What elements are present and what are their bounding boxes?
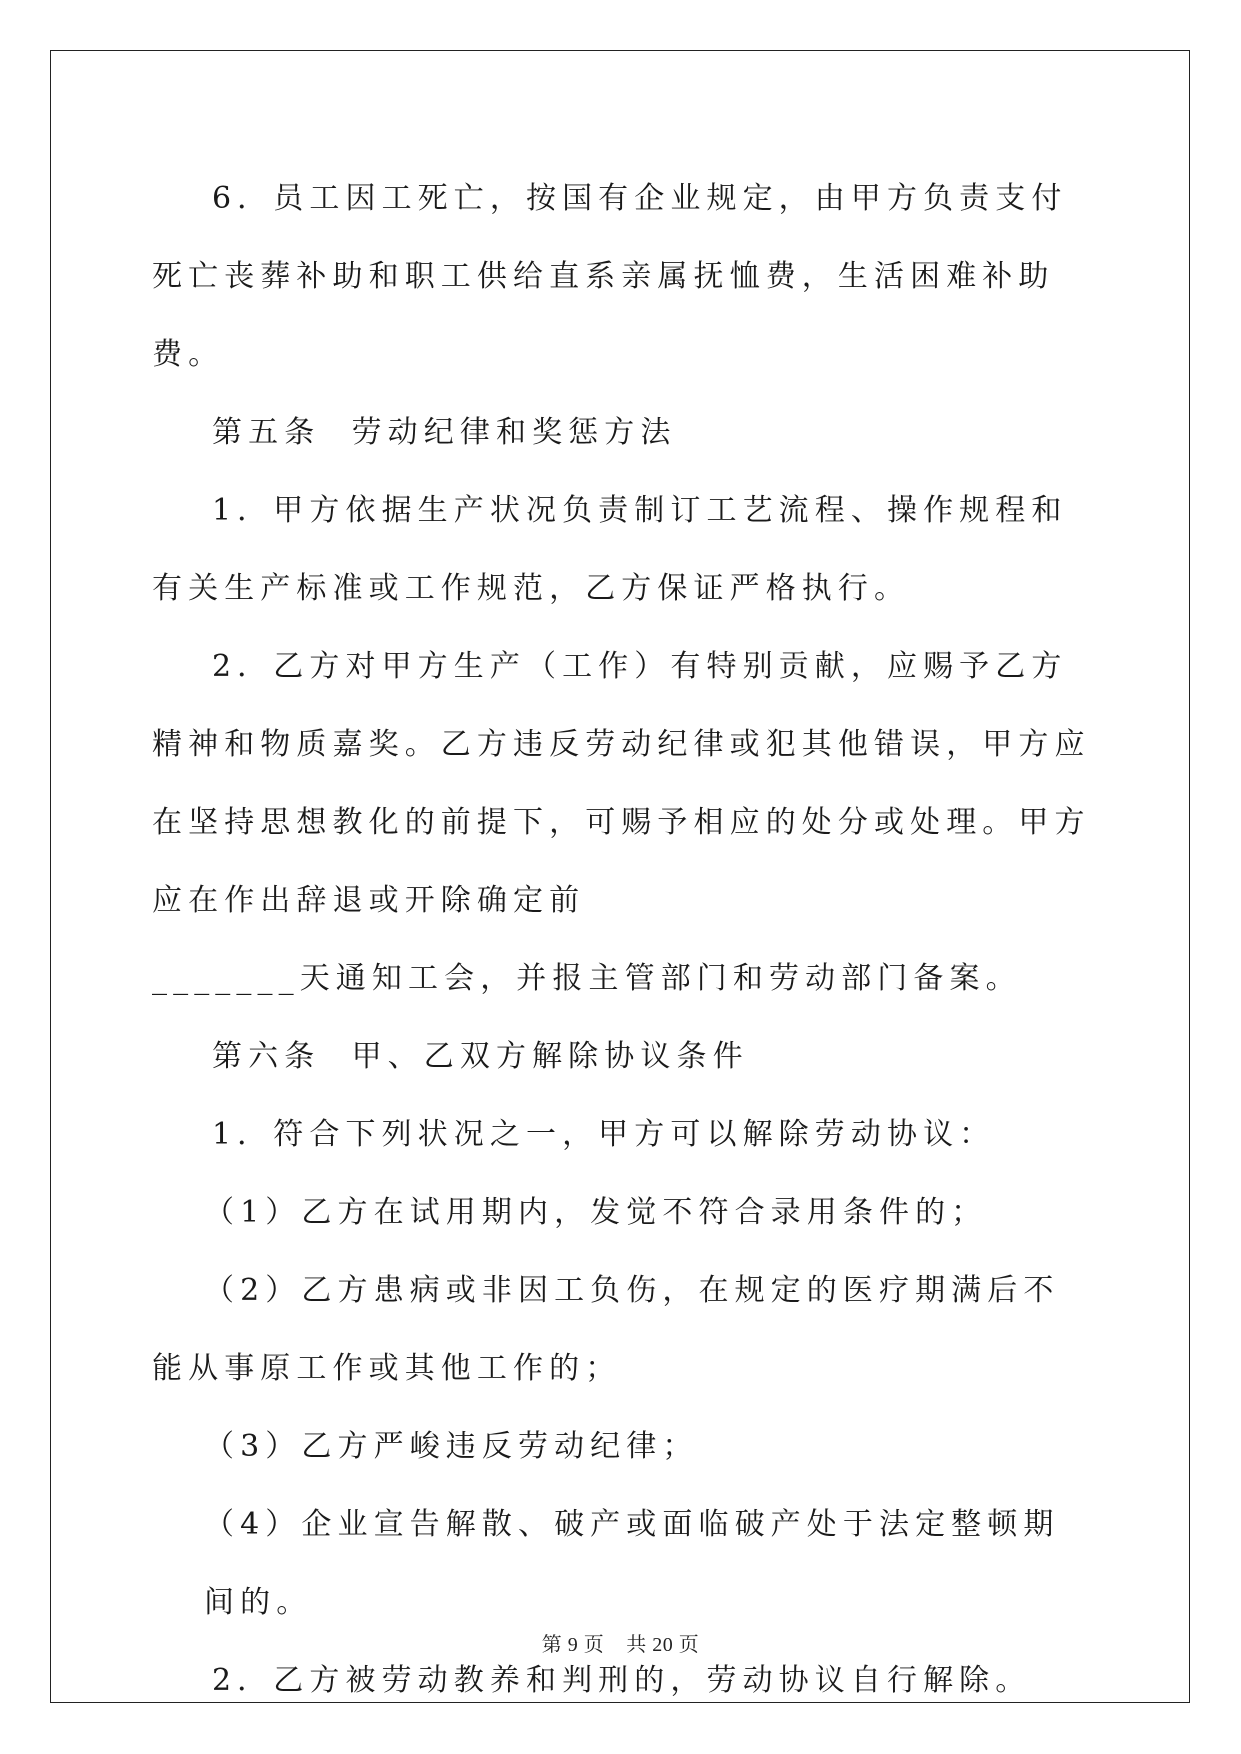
- list-item-6-1-4: （4）企业宣告解散、破产或面临破产处于法定整顿期间的。: [204, 1507, 1060, 1620]
- paragraph-6-2-automatic-termination: 2．乙方被劳动教养和判刑的，劳动协议自行解除。: [212, 1663, 1032, 1698]
- paragraph-5-2-notice-days: _______天通知工会，并报主管部门和劳动部门备案。: [152, 961, 1022, 996]
- list-item-6-1-3: （3）乙方严峻违反劳动纪律；: [204, 1429, 699, 1464]
- total-pages: 共 20 页: [626, 1634, 700, 1656]
- paragraph-5-2-rewards-penalties: 2．乙方对甲方生产（工作）有特别贡献，应赐予乙方精神和物质嘉奖。乙方违反劳动纪律或犯其他错误，甲方应在坚持思想教化的前提下，可赐予相应的处分或处理。甲方应在作出辞退或开除确定前: [152, 649, 1091, 918]
- list-item-6-1-2: （2）乙方患病或非因工负伤，在规定的医疗期满后不能从事原工作或其他工作的；: [152, 1273, 1060, 1386]
- section-heading-article-6: 第六条 甲、乙双方解除协议条件: [212, 1039, 749, 1074]
- paragraph-6-death-compensation: 6．员工因工死亡，按国有企业规定，由甲方负责支付死亡丧葬补助和职工供给直系亲属抚恤费，生活困难补助费。: [152, 181, 1068, 372]
- list-item-6-1-1: （1）乙方在试用期内，发觉不符合录用条件的；: [204, 1195, 988, 1230]
- paragraph-6-1-termination-conditions: 1．符合下列状况之一，甲方可以解除劳动协议：: [212, 1117, 996, 1152]
- page-number: 第 9 页: [541, 1634, 605, 1656]
- section-heading-article-5: 第五条 劳动纪律和奖惩方法: [212, 415, 677, 450]
- paragraph-5-1-process-rules: 1．甲方依据生产状况负责制订工艺流程、操作规程和有关生产标准或工作规范，乙方保证严格执行。: [152, 493, 1068, 606]
- page-footer: [0, 1628, 1241, 1657]
- document-body: [152, 160, 1092, 1720]
